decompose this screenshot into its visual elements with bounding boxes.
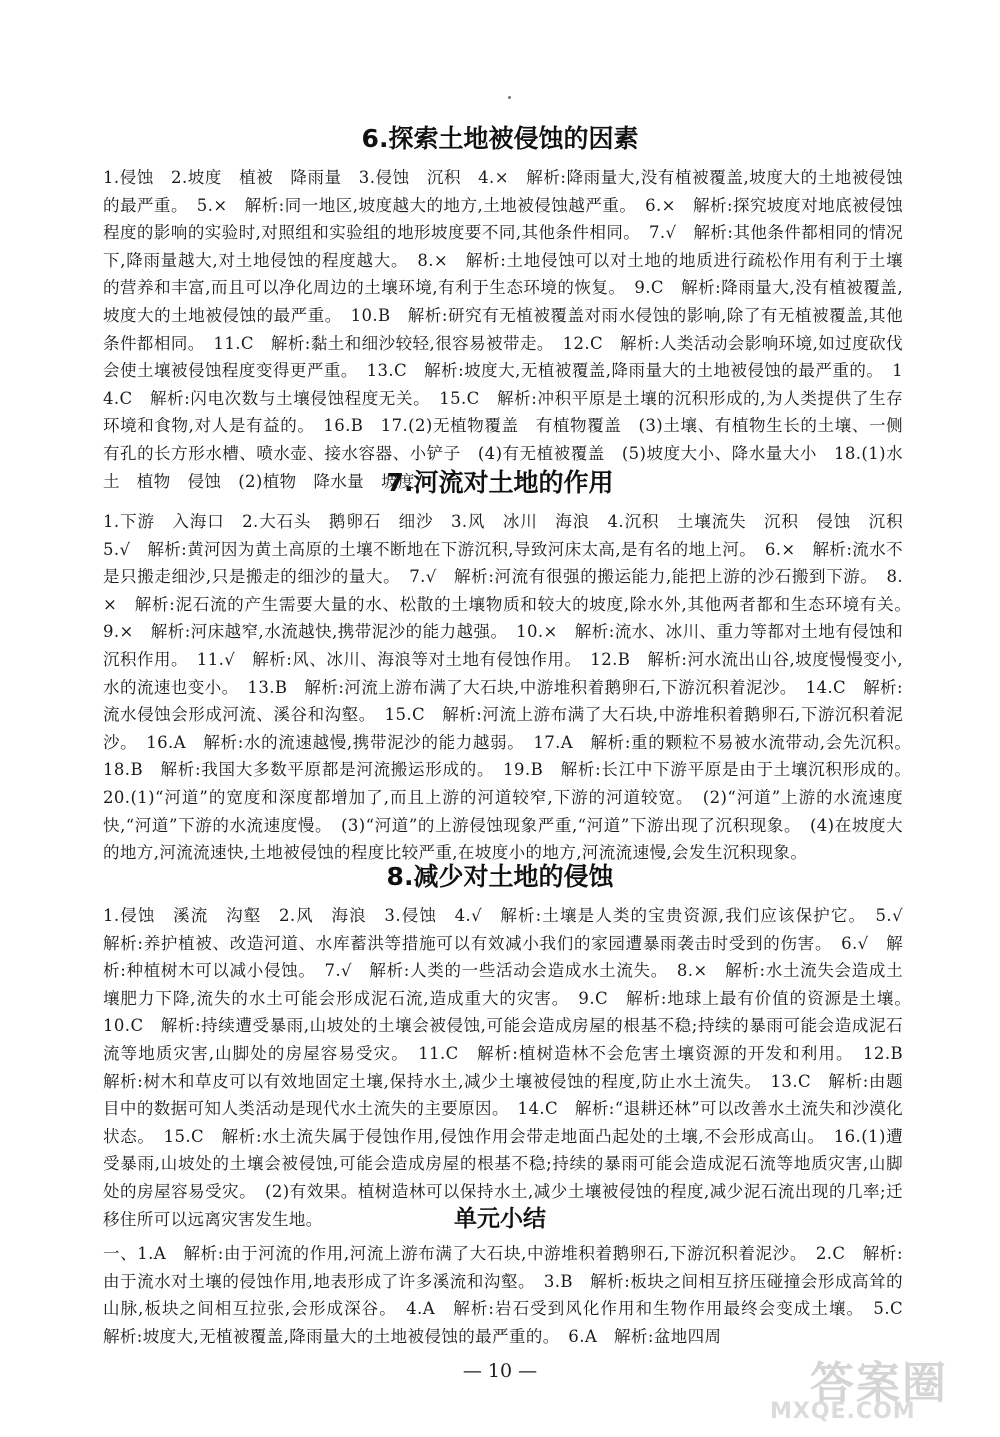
section-title-unit-summary: 单元小结 [454, 1206, 546, 1232]
section-title-6: 6.探索土地被侵蚀的因素 [361, 124, 639, 153]
watermark-bottom-text: MXQE.COM [770, 1399, 916, 1424]
section-body-7: 1.下游 入海口 2.大石头 鹅卵石 细沙 3.风 冰川 海浪 4.沉积 土壤流失 沉积 侵蚀 沉积 5.√ 解析:黄河因为黄土高原的土壤不断地在下游沉积,导致河床太高,是有名的地上河。 6.× 解析:流水不是只搬走细沙,只是搬走的细沙的量大。 7.√ 解析:河流有很强的搬运能力,能把上游的沙石搬到下游。 8.× 解析:泥石流的产生需要大量的水、松散的土壤物质和较大的坡度,除水外,其他两者都和生态环境有关。 9.× 解析:河床越窄,水流越快,携带泥沙的能力越强。 10.× 解析:流水、冰川、重力等都对土地有侵蚀和沉积作用。 11.√ 解析:风、冰川、海浪等对土地有侵蚀作用。 12.B 解析:河水流出山谷,坡度慢慢变小,水的流速也变小。 13.B 解析:河流上游布满了大石块,中游堆积着鹅卵石,下游沉积着泥沙。 14.C 解析:流水侵蚀会形成河流、溪谷和沟壑。 15.C 解析:河流上游布满了大石块,中游堆积着鹅卵石,下游沉积着泥沙。 16.A 解析:水的流速越慢,携带泥沙的能力越弱。 17.A 解析:重的颗粒不易被水流带动,会先沉积。 18.B 解析:我国大多数平原都是河流搬运形成的。 19.B 解析:长江中下游平原是由于土壤沉积形成的。 20.(1)“河道”的宽度和深度都增加了,而且上游的河道较窄,下游的河道较宽。 (2)“河道”上游的水流速度快,“河道”下游的水流速度慢。 (3)“河道”的上游侵蚀现象严重,“河道”下游出现了沉积现象。 (4)在坡度大的地方,河流流速快,土地被侵蚀的程度比较严重,在坡度小的地方,河流流速慢,会发生沉积现象。 [103, 512, 920, 863]
section-body-6: 1.侵蚀 2.坡度 植被 降雨量 3.侵蚀 沉积 4.× 解析:降雨量大,没有植被覆盖,坡度大的土地被侵蚀的最严重。 5.× 解析:同一地区,坡度越大的地方,土地被侵蚀越严重。 6.× 解析:探究坡度对地底被侵蚀程度的影响的实验时,对照组和实验组的地形坡度要不同,其他条件相同。 7.√ 解析:其他条件都相同的情况下,降雨量越大,对土地侵蚀的程度越大。 8.× 解析:土地侵蚀可以对土地的地质进行疏松作用有利于土壤的营养和丰富,而且可以净化周边的土壤环境,有利于生态环境的恢复。 9.C 解析:降雨量大,没有植被覆盖,坡度大的土地被侵蚀的最严重。 10.B 解析:研究有无植被覆盖对雨水侵蚀的影响,除了有无植被覆盖,其他条件都相同。 11.C 解析:黏土和细沙较轻,很容易被带走。 12.C 解析:人类活动会影响环境,如过度砍伐会使土壤被侵蚀程度变得更严重。 13.C 解析:坡度大,无植被覆盖,降雨量大的土地被侵蚀的最严重的。 14.C 解析:闪电次数与土壤侵蚀程度无关。 15.C 解析:冲积平原是土壤的沉积形成的,为人类提供了生存环境和食物,对人是有益的。 16.B 17.(2)无植物覆盖 有植物覆盖 (3)土壤、有植物生长的土壤、一侧有孔的长方形水槽、喷水壶、接水容器、小铲子 (4)有无植被覆盖 (5)坡度大小、降水量大小 18.(1)水土 植物 侵蚀 (2)植物 降水量 坡度 [103, 168, 903, 491]
watermark-top-text: 答案圈 [810, 1358, 948, 1409]
page-number: — 10 — [462, 1360, 538, 1382]
section-title-8: 8.减少对土地的侵蚀 [386, 862, 614, 891]
scan-dot [508, 96, 511, 99]
section-body-unit-summary: 一、1.A 解析:由于河流的作用,河流上游布满了大石块,中游堆积着鹅卵石,下游沉积着泥沙。 2.C 解析:由于流水对土壤的侵蚀作用,地表形成了许多溪流和沟壑。 3.B 解析:板块之间相互挤压碰撞会形成高耸的山脉,板块之间相互拉张,会形成深谷。 4.A 解析:岩石受到风化作用和生物作用最终会变成土壤。 5.C 解析:坡度大,无植被覆盖,降雨量大的土地被侵蚀的最严重的。 6.A 解析:盆地四周 [103, 1244, 920, 1346]
section-body-8: 1.侵蚀 溪流 沟壑 2.风 海浪 3.侵蚀 4.√ 解析:土壤是人类的宝贵资源,我们应该保护它。 5.√ 解析:养护植被、改造河道、水库蓄洪等措施可以有效减小我们的家园遭暴雨袭击时受到的伤害。 6.√ 解析:种植树木可以减小侵蚀。 7.√ 解析:人类的一些活动会造成水土流失。 8.× 解析:水土流失会造成土壤肥力下降,流失的水土可能会形成泥石流,造成重大的灾害。 9.C 解析:地球上最有价值的资源是土壤。 10.C 解析:持续遭受暴雨,山坡处的土壤会被侵蚀,可能会造成房屋的根基不稳;持续的暴雨可能会造成泥石流等地质灾害,山脚处的房屋容易受灾。 11.C 解析:植树造林不会危害土壤资源的开发和利用。 12.B 解析:树木和草皮可以有效地固定土壤,保持水土,减少土壤被侵蚀的程度,防止水土流失。 13.C 解析:由题目中的数据可知人类活动是现代水土流失的主要原因。 14.C 解析:“退耕还林”可以改善水土流失和沙漠化状态。 15.C 解析:水土流失属于侵蚀作用,侵蚀作用会带走地面凸起处的土壤,不会形成高山。 16.(1)遭受暴雨,山坡处的土壤会被侵蚀,可能会造成房屋的根基不稳;持续的暴雨可能会造成泥石流等地质灾害,山脚处的房屋容易受灾。 (2)有效果。植树造林可以保持水土,减少土壤被侵蚀的程度,减少泥石流出现的几率;迁移住所可以远离灾害发生地。 [103, 906, 920, 1229]
section-title-7: 7.河流对土地的作用 [386, 468, 614, 497]
watermark-logo [770, 1347, 990, 1425]
